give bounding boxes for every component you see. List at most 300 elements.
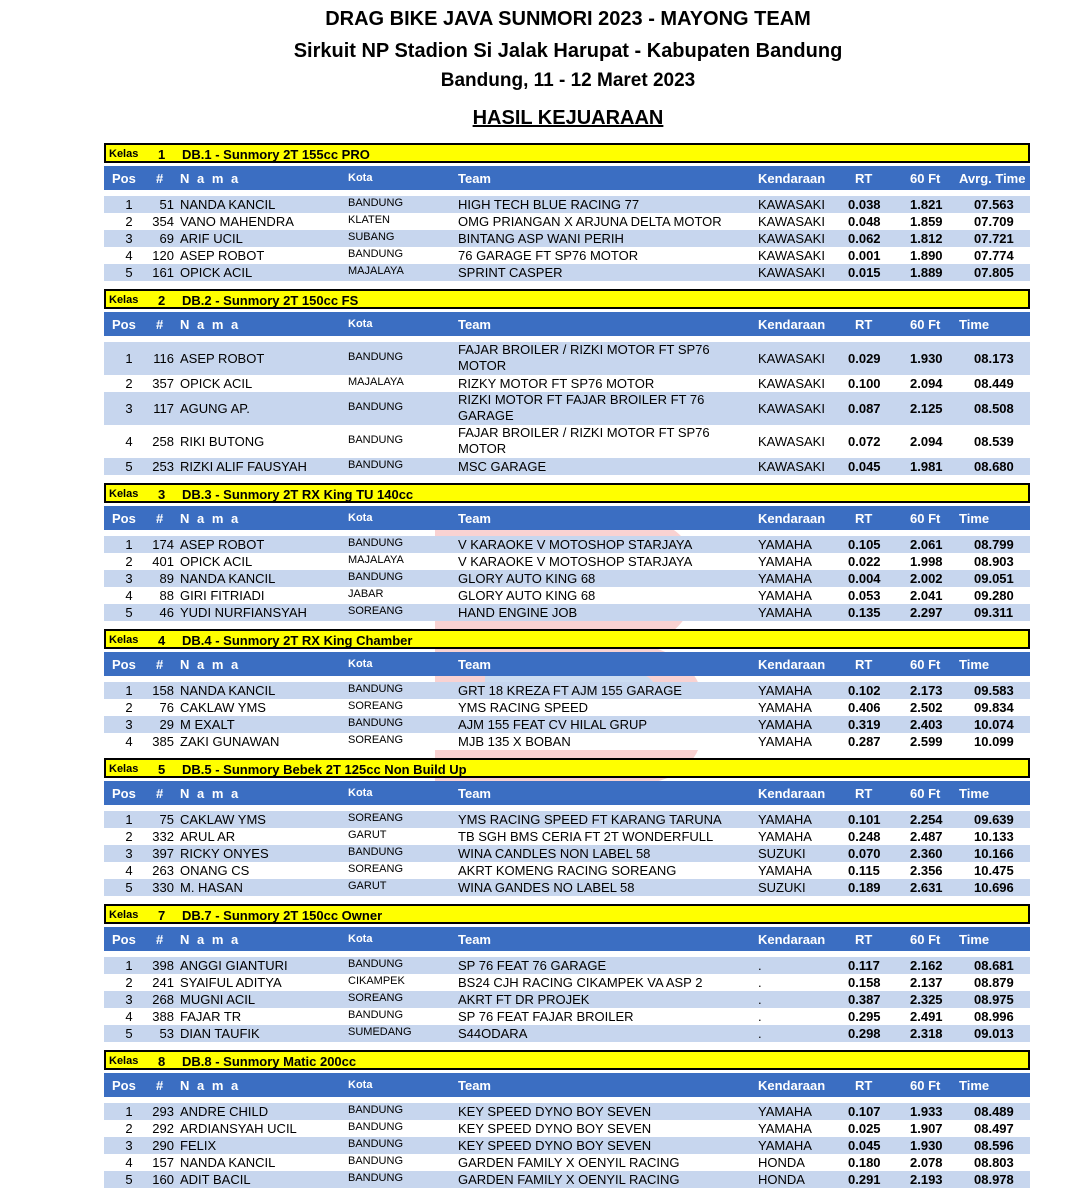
cell-ft: 2.137: [910, 975, 943, 990]
cell-kota: BANDUNG: [348, 1138, 404, 1150]
cell-team: WINA GANDES NO LABEL 58: [458, 880, 635, 895]
results-table-body: [104, 342, 1030, 475]
cell-kota: SOREANG: [348, 700, 404, 712]
results-table-body: [104, 536, 1030, 621]
cell-team: MJB 135 X BOBAN: [458, 734, 571, 749]
table-row: [104, 536, 1030, 553]
table-row: [104, 342, 1030, 375]
cell-time: 08.975: [974, 992, 1014, 1007]
cell-pos: 5: [125, 459, 133, 474]
cell-kendaraan: KAWASAKI: [758, 214, 825, 229]
cell-kota: SOREANG: [348, 992, 404, 1004]
cell-time: 08.799: [974, 537, 1014, 552]
cell-pos: 1: [125, 537, 133, 552]
cell-rt: 0.072: [848, 434, 881, 449]
cell-time: 07.563: [974, 197, 1014, 212]
cell-ft: 2.318: [910, 1026, 943, 1041]
cell-rt: 0.387: [848, 992, 881, 1007]
cell-pos: 2: [125, 700, 133, 715]
cell-kendaraan: YAMAHA: [758, 1138, 812, 1153]
cell-pos: 2: [125, 554, 133, 569]
cell-kota: SOREANG: [348, 734, 404, 746]
class-name: DB.7 - Sunmory 2T 150cc Owner: [182, 908, 383, 923]
table-row: [104, 682, 1030, 699]
cell-kota: BANDUNG: [348, 571, 404, 583]
cell-time: 08.596: [974, 1138, 1014, 1153]
col-header-city: Kota: [348, 318, 373, 330]
table-header: [104, 652, 1030, 676]
class-title-bar: [104, 904, 1030, 924]
col-header-number: #: [156, 657, 164, 672]
cell-time: 07.805: [974, 265, 1014, 280]
cell-team: FAJAR BROILER / RIZKI MOTOR FT SP76 MOTOR: [458, 425, 710, 456]
cell-kendaraan: YAMAHA: [758, 683, 812, 698]
col-header-vehicle: Kendaraan: [758, 786, 826, 801]
cell-num: 354: [152, 214, 174, 229]
cell-nama: NANDA KANCIL: [180, 197, 276, 212]
col-header-name: N a m a: [180, 932, 241, 947]
col-header-rt: RT: [855, 1078, 873, 1093]
event-date: Bandung, 11 - 12 Maret 2023: [440, 70, 696, 91]
class-title-bar: [104, 483, 1030, 503]
cell-pos: 5: [125, 880, 133, 895]
cell-pos: 1: [125, 683, 133, 698]
cell-pos: 3: [125, 401, 133, 416]
cell-num: 258: [152, 434, 174, 449]
cell-num: 158: [152, 683, 174, 698]
cell-num: 117: [153, 401, 174, 416]
col-header-time: Time: [959, 786, 990, 801]
results-table-body: [104, 957, 1030, 1042]
col-header-60ft: 60 Ft: [910, 1078, 941, 1093]
col-header-60ft: 60 Ft: [910, 786, 941, 801]
cell-rt: 0.105: [848, 537, 881, 552]
cell-rt: 0.045: [848, 459, 881, 474]
class-title-bar: [104, 1050, 1030, 1070]
cell-time: 10.475: [974, 863, 1014, 878]
cell-kendaraan: YAMAHA: [758, 1121, 812, 1136]
cell-rt: 0.158: [848, 975, 881, 990]
col-header-time: Time: [959, 511, 990, 526]
cell-nama: OPICK ACIL: [180, 376, 253, 391]
class-title-bar: [104, 758, 1030, 778]
cell-nama: ADIT BACIL: [180, 1172, 251, 1187]
cell-pos: 3: [125, 992, 133, 1007]
cell-time: 08.903: [974, 554, 1014, 569]
cell-team: V KARAOKE V MOTOSHOP STARJAYA: [458, 554, 693, 569]
col-header-rt: RT: [855, 657, 873, 672]
col-header-pos: Pos: [112, 932, 136, 947]
cell-rt: 0.004: [848, 571, 881, 586]
col-header-team: Team: [458, 1078, 491, 1093]
cell-num: 76: [159, 700, 174, 715]
class-section: [104, 904, 1030, 1042]
cell-num: 89: [159, 571, 174, 586]
cell-rt: 0.189: [848, 880, 881, 895]
col-header-team: Team: [458, 317, 491, 332]
col-header-pos: Pos: [112, 317, 136, 332]
class-section: [104, 629, 1030, 750]
cell-pos: 4: [125, 588, 133, 603]
col-header-team: Team: [458, 171, 491, 186]
cell-pos: 1: [125, 958, 133, 973]
table-row: [104, 392, 1030, 425]
col-header-60ft: 60 Ft: [910, 657, 941, 672]
cell-nama: CAKLAW YMS: [180, 700, 266, 715]
class-number: 2: [158, 293, 166, 308]
cell-time: 07.721: [974, 231, 1014, 246]
cell-rt: 0.248: [848, 829, 881, 844]
cell-pos: 4: [125, 248, 133, 263]
cell-time: 09.051: [974, 571, 1014, 586]
col-header-city: Kota: [348, 172, 373, 184]
cell-nama: ARUL AR: [180, 829, 236, 844]
cell-kendaraan: HONDA: [758, 1172, 805, 1187]
col-header-number: #: [156, 317, 164, 332]
cell-kota: BANDUNG: [348, 351, 404, 363]
class-number: 7: [158, 908, 166, 923]
cell-rt: 0.287: [848, 734, 881, 749]
table-row: [104, 247, 1030, 264]
col-header-time: Time: [959, 657, 990, 672]
col-header-name: N a m a: [180, 786, 241, 801]
cell-kota: BANDUNG: [348, 1172, 404, 1184]
cell-nama: ZAKI GUNAWAN: [180, 734, 280, 749]
cell-nama: MUGNI ACIL: [180, 992, 256, 1007]
cell-num: 241: [152, 975, 174, 990]
table-row: [104, 1154, 1030, 1171]
cell-kendaraan: YAMAHA: [758, 812, 812, 827]
class-number: 1: [158, 147, 166, 162]
table-row: [104, 716, 1030, 733]
cell-kendaraan: YAMAHA: [758, 588, 812, 603]
col-header-number: #: [156, 1078, 164, 1093]
cell-kota: MAJALAYA: [348, 554, 404, 566]
cell-time: 10.166: [974, 846, 1014, 861]
cell-nama: ONANG CS: [180, 863, 250, 878]
cell-nama: RIZKI ALIF FAUSYAH: [180, 459, 307, 474]
table-row: [104, 264, 1030, 281]
cell-kendaraan: .: [758, 975, 762, 990]
cell-kendaraan: YAMAHA: [758, 537, 812, 552]
cell-pos: 2: [125, 975, 133, 990]
cell-rt: 0.015: [848, 265, 881, 280]
cell-ft: 2.193: [910, 1172, 943, 1187]
cell-nama: OPICK ACIL: [180, 265, 253, 280]
table-row: [104, 230, 1030, 247]
cell-rt: 0.087: [848, 401, 881, 416]
cell-nama: VANO MAHENDRA: [180, 214, 294, 229]
page-title: DRAG BIKE JAVA SUNMORI 2023 - MAYONG TEAM: [325, 8, 811, 30]
table-header: [104, 927, 1030, 951]
cell-team: AJM 155 FEAT CV HILAL GRUP: [458, 717, 648, 732]
class-name: DB.4 - Sunmory 2T RX King Chamber: [182, 633, 413, 648]
class-section: [104, 1050, 1030, 1188]
cell-rt: 0.048: [848, 214, 881, 229]
cell-pos: 5: [125, 605, 133, 620]
cell-nama: M. HASAN: [180, 880, 243, 895]
table-row: [104, 879, 1030, 896]
col-header-vehicle: Kendaraan: [758, 657, 826, 672]
cell-kendaraan: YAMAHA: [758, 717, 812, 732]
cell-time: 07.709: [974, 214, 1014, 229]
cell-time: 08.680: [974, 459, 1014, 474]
class-label: Kelas: [109, 634, 139, 646]
cell-rt: 0.045: [848, 1138, 881, 1153]
class-name: DB.8 - Sunmory Matic 200cc: [182, 1054, 357, 1069]
cell-kota: BANDUNG: [348, 846, 404, 858]
cell-kendaraan: YAMAHA: [758, 554, 812, 569]
cell-time: 08.497: [974, 1121, 1014, 1136]
cell-nama: NANDA KANCIL: [180, 683, 276, 698]
cell-rt: 0.135: [848, 605, 881, 620]
cell-pos: 1: [125, 197, 133, 212]
cell-time: 08.996: [974, 1009, 1014, 1024]
cell-num: 293: [152, 1104, 174, 1119]
col-header-vehicle: Kendaraan: [758, 1078, 826, 1093]
cell-rt: 0.101: [848, 812, 881, 827]
cell-num: 401: [152, 554, 174, 569]
cell-rt: 0.029: [848, 351, 881, 366]
class-section: [104, 289, 1030, 475]
class-number: 3: [158, 487, 166, 502]
results-table-body: [104, 196, 1030, 281]
cell-rt: 0.025: [848, 1121, 881, 1136]
table-row: [104, 587, 1030, 604]
cell-team: GLORY AUTO KING 68: [458, 571, 596, 586]
cell-nama: SYAIFUL ADITYA: [180, 975, 282, 990]
cell-pos: 3: [125, 717, 133, 732]
cell-pos: 4: [125, 863, 133, 878]
cell-kendaraan: YAMAHA: [758, 1104, 812, 1119]
cell-kota: BANDUNG: [348, 248, 404, 260]
cell-rt: 0.001: [848, 248, 881, 263]
cell-num: 263: [152, 863, 174, 878]
cell-rt: 0.298: [848, 1026, 881, 1041]
cell-time: 09.311: [974, 605, 1014, 620]
cell-kota: BANDUNG: [348, 401, 404, 413]
col-header-pos: Pos: [112, 786, 136, 801]
cell-team: FAJAR BROILER / RIZKI MOTOR FT SP76 MOTOR: [458, 342, 710, 373]
cell-ft: 1.981: [910, 459, 943, 474]
class-label: Kelas: [109, 1055, 139, 1067]
cell-time: 08.449: [974, 376, 1014, 391]
cell-pos: 4: [125, 734, 133, 749]
table-row: [104, 604, 1030, 621]
col-header-name: N a m a: [180, 1078, 241, 1093]
cell-ft: 2.078: [910, 1155, 943, 1170]
cell-time: 09.280: [974, 588, 1014, 603]
cell-ft: 2.487: [910, 829, 943, 844]
cell-kota: JABAR: [348, 588, 384, 600]
cell-nama: ANDRE CHILD: [180, 1104, 269, 1119]
table-header: [104, 1073, 1030, 1097]
table-row: [104, 733, 1030, 750]
cell-nama: FAJAR TR: [180, 1009, 242, 1024]
table-row: [104, 375, 1030, 392]
cell-ft: 2.002: [910, 571, 943, 586]
table-row: [104, 828, 1030, 845]
cell-team: HAND ENGINE JOB: [458, 605, 578, 620]
cell-nama: ASEP ROBOT: [180, 537, 265, 552]
cell-rt: 0.406: [848, 700, 881, 715]
col-header-rt: RT: [855, 786, 873, 801]
col-header-60ft: 60 Ft: [910, 171, 941, 186]
cell-kendaraan: .: [758, 958, 762, 973]
cell-kendaraan: KAWASAKI: [758, 376, 825, 391]
col-header-number: #: [156, 511, 164, 526]
cell-team: YMS RACING SPEED: [458, 700, 589, 715]
cell-pos: 1: [125, 812, 133, 827]
cell-num: 388: [152, 1009, 174, 1024]
table-row: [104, 196, 1030, 213]
col-header-rt: RT: [855, 932, 873, 947]
cell-rt: 0.062: [848, 231, 881, 246]
cell-pos: 3: [125, 1138, 133, 1153]
cell-kota: BANDUNG: [348, 958, 404, 970]
cell-ft: 2.502: [910, 700, 943, 715]
cell-num: 157: [152, 1155, 174, 1170]
cell-ft: 2.631: [910, 880, 943, 895]
cell-team: GLORY AUTO KING 68: [458, 588, 596, 603]
cell-team: BS24 CJH RACING CIKAMPEK VA ASP 2: [458, 975, 703, 990]
cell-ft: 2.356: [910, 863, 943, 878]
cell-rt: 0.291: [848, 1172, 881, 1187]
cell-ft: 1.998: [910, 554, 943, 569]
cell-ft: 2.061: [910, 537, 943, 552]
cell-ft: 1.907: [910, 1121, 943, 1136]
cell-time: 10.099: [974, 734, 1014, 749]
cell-ft: 2.325: [910, 992, 943, 1007]
col-header-team: Team: [458, 786, 491, 801]
cell-ft: 1.859: [910, 214, 943, 229]
cell-pos: 2: [125, 214, 133, 229]
cell-pos: 5: [125, 1026, 133, 1041]
cell-kendaraan: KAWASAKI: [758, 265, 825, 280]
cell-kota: SOREANG: [348, 863, 404, 875]
cell-pos: 2: [125, 376, 133, 391]
cell-time: 10.074: [974, 717, 1014, 732]
cell-rt: 0.180: [848, 1155, 881, 1170]
table-row: [104, 1137, 1030, 1154]
table-row: [104, 1025, 1030, 1042]
col-header-name: N a m a: [180, 171, 241, 186]
cell-kota: BANDUNG: [348, 1009, 404, 1021]
cell-num: 116: [153, 351, 174, 366]
col-header-pos: Pos: [112, 1078, 136, 1093]
cell-team: AKRT KOMENG RACING SOREANG: [458, 863, 677, 878]
cell-kendaraan: KAWASAKI: [758, 248, 825, 263]
cell-kota: CIKAMPEK: [348, 975, 405, 987]
cell-nama: ASEP ROBOT: [180, 248, 265, 263]
cell-ft: 1.890: [910, 248, 943, 263]
cell-time: 09.639: [974, 812, 1014, 827]
table-row: [104, 1171, 1030, 1188]
cell-num: 88: [159, 588, 174, 603]
cell-nama: NANDA KANCIL: [180, 1155, 276, 1170]
cell-pos: 1: [125, 1104, 133, 1119]
cell-nama: CAKLAW YMS: [180, 812, 266, 827]
cell-kendaraan: HONDA: [758, 1155, 805, 1170]
cell-nama: DIAN TAUFIK: [180, 1026, 260, 1041]
cell-team: AKRT FT DR PROJEK: [458, 992, 590, 1007]
cell-nama: YUDI NURFIANSYAH: [180, 605, 307, 620]
table-row: [104, 957, 1030, 974]
class-section: [104, 143, 1030, 281]
cell-nama: AGUNG AP.: [180, 401, 250, 416]
cell-kendaraan: SUZUKI: [758, 880, 806, 895]
cell-kendaraan: KAWASAKI: [758, 434, 825, 449]
cell-time: 07.774: [974, 248, 1014, 263]
cell-kendaraan: YAMAHA: [758, 863, 812, 878]
cell-num: 161: [152, 265, 174, 280]
cell-nama: RICKY ONYES: [180, 846, 269, 861]
cell-num: 46: [159, 605, 174, 620]
cell-team: S44ODARA: [458, 1026, 528, 1041]
cell-ft: 1.933: [910, 1104, 943, 1119]
cell-kota: SOREANG: [348, 812, 404, 824]
cell-rt: 0.319: [848, 717, 881, 732]
cell-pos: 5: [125, 265, 133, 280]
table-row: [104, 991, 1030, 1008]
cell-num: 53: [159, 1026, 174, 1041]
cell-pos: 4: [125, 1009, 133, 1024]
cell-nama: FELIX: [180, 1138, 217, 1153]
table-row: [104, 213, 1030, 230]
cell-nama: ARIF UCIL: [180, 231, 243, 246]
class-number: 4: [158, 633, 166, 648]
col-header-city: Kota: [348, 933, 373, 945]
class-label: Kelas: [109, 909, 139, 921]
class-section: [104, 758, 1030, 896]
col-header-pos: Pos: [112, 657, 136, 672]
cell-team: YMS RACING SPEED FT KARANG TARUNA: [458, 812, 722, 827]
cell-ft: 2.173: [910, 683, 943, 698]
cell-time: 08.803: [974, 1155, 1014, 1170]
col-header-name: N a m a: [180, 317, 241, 332]
cell-kota: MAJALAYA: [348, 265, 404, 277]
cell-rt: 0.022: [848, 554, 881, 569]
cell-ft: 1.889: [910, 265, 943, 280]
cell-kota: KLATEN: [348, 214, 390, 226]
cell-num: 253: [152, 459, 174, 474]
cell-kendaraan: KAWASAKI: [758, 401, 825, 416]
cell-num: 290: [152, 1138, 174, 1153]
cell-num: 330: [152, 880, 174, 895]
cell-team: SP 76 FEAT FAJAR BROILER: [458, 1009, 634, 1024]
cell-team: TB SGH BMS CERIA FT 2T WONDERFULL: [458, 829, 714, 844]
cell-num: 332: [152, 829, 174, 844]
table-row: [104, 458, 1030, 475]
cell-pos: 1: [125, 351, 133, 366]
cell-ft: 1.812: [910, 231, 943, 246]
col-header-vehicle: Kendaraan: [758, 171, 826, 186]
col-header-number: #: [156, 932, 164, 947]
cell-kota: GARUT: [348, 880, 387, 892]
cell-kendaraan: .: [758, 1009, 762, 1024]
cell-num: 120: [152, 248, 174, 263]
class-name: DB.5 - Sunmory Bebek 2T 125cc Non Build Up: [182, 762, 467, 777]
col-header-time: Time: [959, 932, 990, 947]
cell-pos: 5: [125, 1172, 133, 1187]
col-header-vehicle: Kendaraan: [758, 511, 826, 526]
cell-rt: 0.115: [848, 863, 880, 878]
class-name: DB.3 - Sunmory 2T RX King TU 140cc: [182, 487, 414, 502]
col-header-team: Team: [458, 932, 491, 947]
col-header-60ft: 60 Ft: [910, 932, 941, 947]
col-header-pos: Pos: [112, 511, 136, 526]
cell-team: WINA CANDLES NON LABEL 58: [458, 846, 651, 861]
